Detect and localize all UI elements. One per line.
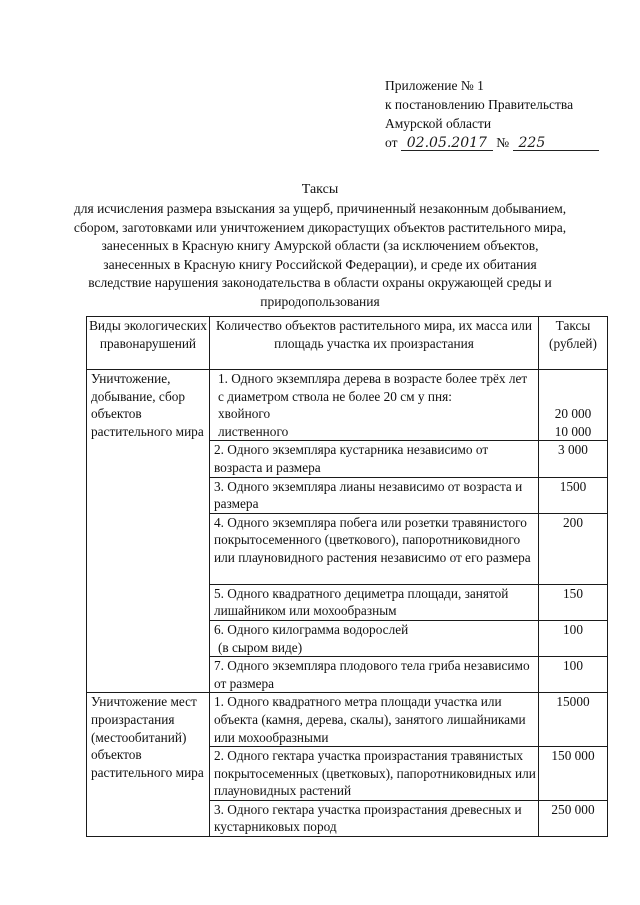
from-label: от bbox=[385, 135, 398, 150]
row-desc bbox=[210, 620, 539, 656]
header-objects: Количество объектов растительного мира, их масса или площадь участка их произрастания bbox=[210, 317, 539, 370]
row-sub-deciduous: лиственного bbox=[218, 423, 289, 439]
rate-deciduous: 10 000 bbox=[554, 423, 592, 439]
row-rate: 1500 bbox=[539, 477, 608, 513]
handwritten-date: 02.05.2017 bbox=[401, 136, 493, 151]
row-rate: 250 000 bbox=[539, 800, 608, 836]
appendix-block bbox=[385, 76, 599, 152]
row-desc: 3. Одного экземпляра лианы независимо от возраста и размера bbox=[210, 477, 539, 513]
row-desc: 2. Одного гектара участка произрастания травянистых покрытосеменных (цветковых), папоротниковидных или плауновидных растений bbox=[210, 747, 539, 801]
row-desc-note: (в сыром виде) bbox=[218, 639, 303, 655]
appendix-region: Амурской области bbox=[385, 116, 492, 131]
row-rate: 100 bbox=[539, 620, 608, 656]
table-row bbox=[87, 693, 608, 747]
row-desc: 7. Одного экземпляра плодового тела гриба независимо от размера bbox=[210, 657, 539, 693]
row-desc: 4. Одного экземпляра побега или розетки травянистого покрытосеменного (цветкового), папоротниковидного или плауновидного растения независимо от его размера bbox=[210, 513, 539, 584]
number-label: № bbox=[496, 135, 510, 150]
row-desc: 1. Одного квадратного метра площади участка или объекта (камня, дерева, скалы), занятого лишайниками или мохообразными bbox=[210, 693, 539, 747]
header-violation-types: Виды экологических правонарушений bbox=[87, 317, 210, 370]
row-desc-text: 6. Одного килограмма водорослей bbox=[214, 621, 409, 637]
document-subtitle: для исчисления размера взыскания за ущерб, причиненный незаконным добыванием, сбором, заготовками или уничтожением дикорастущих объектов растительного мира, занесенных в Красную книгу Амурской области (за исключением объектов, занесенных в Красную книгу Российской Федерации), и среде их обитания вследствие нарушения законодательства в области охраны окружающей среды и природопользования bbox=[73, 201, 567, 309]
rate-spacer bbox=[541, 370, 605, 405]
row-rate: 100 bbox=[539, 657, 608, 693]
row-desc: 3. Одного гектара участка произрастания древесных и кустарниковых пород bbox=[210, 800, 539, 836]
appendix-resolution: к постановлению Правительства bbox=[385, 97, 574, 112]
document-title: Таксы bbox=[301, 182, 339, 197]
row-rate: 150 000 bbox=[539, 747, 608, 801]
table-header-row bbox=[87, 317, 608, 370]
appendix-date-line bbox=[385, 133, 599, 152]
row-desc: 5. Одного квадратного дециметра площади, занятой лишайником или мохообразным bbox=[210, 584, 539, 620]
header-rates: Таксы (рублей) bbox=[539, 317, 608, 370]
row-desc bbox=[210, 370, 539, 441]
appendix-title: Приложение № 1 bbox=[385, 78, 484, 93]
category-destruction-collection: Уничтожение, добывание, сбор объектов растительного мира bbox=[87, 370, 210, 693]
row-sub-coniferous: хвойного bbox=[218, 406, 271, 422]
row-desc-text: 1. Одного экземпляра дерева в возрасте более трёх лет с диаметром ствола не более 20 см у пня: bbox=[218, 371, 528, 404]
row-rate: 200 bbox=[539, 513, 608, 584]
row-rate: 15000 bbox=[539, 693, 608, 747]
handwritten-number: 225 bbox=[513, 136, 599, 151]
row-rate: 3 000 bbox=[539, 441, 608, 477]
rate-coniferous: 20 000 bbox=[554, 406, 592, 421]
row-rate bbox=[539, 370, 608, 441]
row-desc: 2. Одного экземпляра кустарника независимо от возраста и размера bbox=[210, 441, 539, 477]
table-row bbox=[87, 370, 608, 441]
row-rate: 150 bbox=[539, 584, 608, 620]
category-habitat-destruction: Уничтожение мест произрастания (местообитаний) объектов растительного мира bbox=[87, 693, 210, 837]
taxes-table bbox=[86, 316, 608, 837]
